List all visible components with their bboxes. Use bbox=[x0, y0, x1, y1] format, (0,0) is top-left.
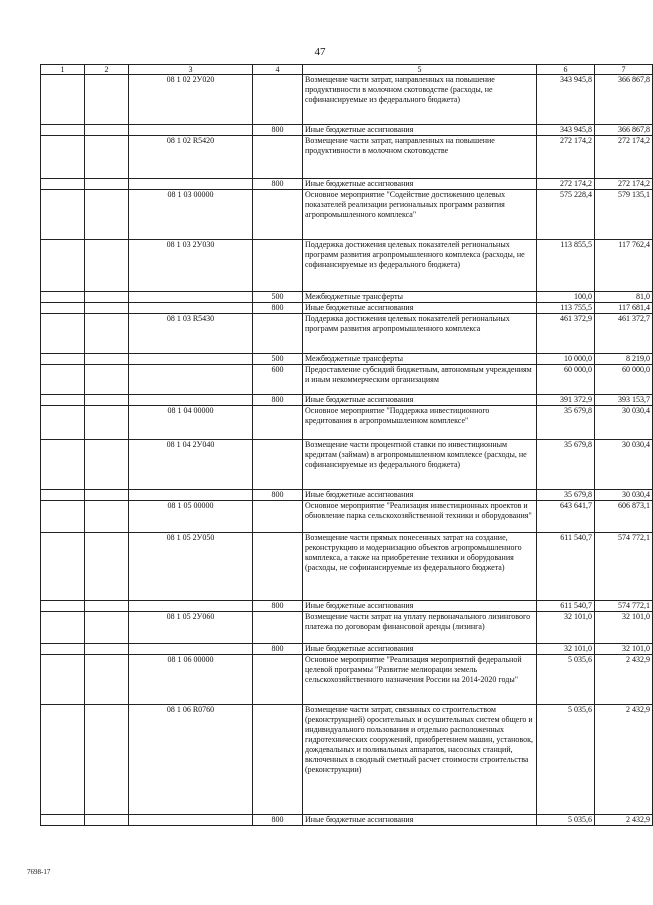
table-row bbox=[41, 136, 653, 179]
item-name-cell: Иные бюджетные ассигнования bbox=[303, 601, 537, 612]
amount-year2-cell: 2 432,9 bbox=[595, 815, 653, 826]
table-row bbox=[41, 179, 653, 190]
amount-year2-cell: 32 101,0 bbox=[595, 612, 653, 644]
empty-cell bbox=[85, 365, 129, 395]
table-row bbox=[41, 440, 653, 490]
amount-year1-cell: 611 540,7 bbox=[537, 601, 595, 612]
expense-type-cell bbox=[253, 705, 303, 815]
amount-year2-cell: 393 153,7 bbox=[595, 395, 653, 406]
header-cell: 3 bbox=[129, 65, 253, 75]
amount-year1-cell: 100,0 bbox=[537, 292, 595, 303]
budget-code-cell: 08 1 05 2У060 bbox=[129, 612, 253, 644]
empty-cell bbox=[41, 644, 85, 655]
empty-cell bbox=[85, 533, 129, 601]
budget-code-cell bbox=[129, 815, 253, 826]
amount-year1-cell: 5 035,6 bbox=[537, 705, 595, 815]
table-row bbox=[41, 125, 653, 136]
empty-cell bbox=[85, 240, 129, 292]
amount-year1-cell: 35 679,8 bbox=[537, 490, 595, 501]
table-row bbox=[41, 655, 653, 705]
table-row bbox=[41, 501, 653, 533]
empty-cell bbox=[41, 815, 85, 826]
header-cell: 4 bbox=[253, 65, 303, 75]
empty-cell bbox=[85, 354, 129, 365]
item-name-cell: Возмещение части прямых понесенных затрат на создание, реконструкцию и модернизацию объектов агропромышленного комплекса, а также на приобретение техники и оборудования (расходы, не софинансируемые из федерального бюджета) bbox=[303, 533, 537, 601]
empty-cell bbox=[41, 612, 85, 644]
budget-code-cell bbox=[129, 125, 253, 136]
header-cell: 6 bbox=[537, 65, 595, 75]
empty-cell bbox=[41, 179, 85, 190]
empty-cell bbox=[41, 501, 85, 533]
empty-cell bbox=[41, 314, 85, 354]
empty-cell bbox=[85, 655, 129, 705]
empty-cell bbox=[41, 533, 85, 601]
table-row bbox=[41, 354, 653, 365]
amount-year2-cell: 30 030,4 bbox=[595, 440, 653, 490]
budget-code-cell: 08 1 03 00000 bbox=[129, 190, 253, 240]
expense-type-cell bbox=[253, 190, 303, 240]
empty-cell bbox=[41, 75, 85, 125]
table-row bbox=[41, 612, 653, 644]
amount-year2-cell: 574 772,1 bbox=[595, 533, 653, 601]
expense-type-cell bbox=[253, 75, 303, 125]
amount-year2-cell: 30 030,4 bbox=[595, 490, 653, 501]
item-name-cell: Иные бюджетные ассигнования bbox=[303, 490, 537, 501]
empty-cell bbox=[41, 354, 85, 365]
item-name-cell: Иные бюджетные ассигнования bbox=[303, 125, 537, 136]
empty-cell bbox=[85, 179, 129, 190]
amount-year1-cell: 35 679,8 bbox=[537, 440, 595, 490]
amount-year2-cell: 574 772,1 bbox=[595, 601, 653, 612]
expense-type-cell bbox=[253, 612, 303, 644]
amount-year2-cell: 8 219,0 bbox=[595, 354, 653, 365]
budget-code-cell: 08 1 04 00000 bbox=[129, 406, 253, 440]
empty-cell bbox=[41, 136, 85, 179]
amount-year2-cell: 366 867,8 bbox=[595, 75, 653, 125]
header-cell: 1 bbox=[41, 65, 85, 75]
empty-cell bbox=[85, 395, 129, 406]
table-row bbox=[41, 292, 653, 303]
amount-year2-cell: 272 174,2 bbox=[595, 136, 653, 179]
empty-cell bbox=[41, 655, 85, 705]
header-cell: 2 bbox=[85, 65, 129, 75]
table-row bbox=[41, 303, 653, 314]
empty-cell bbox=[85, 190, 129, 240]
item-name-cell: Иные бюджетные ассигнования bbox=[303, 644, 537, 655]
item-name-cell: Иные бюджетные ассигнования bbox=[303, 303, 537, 314]
empty-cell bbox=[85, 75, 129, 125]
empty-cell bbox=[41, 303, 85, 314]
table-row bbox=[41, 533, 653, 601]
expense-type-cell: 800 bbox=[253, 490, 303, 501]
footer-document-code: 7698-17 bbox=[27, 868, 51, 876]
amount-year1-cell: 461 372,9 bbox=[537, 314, 595, 354]
item-name-cell: Возмещение части затрат, направленных на повышение продуктивности в молочном скотоводстве (расходы, не софинансируемые из федерального бюджета) bbox=[303, 75, 537, 125]
budget-code-cell: 08 1 05 2У050 bbox=[129, 533, 253, 601]
amount-year1-cell: 643 641,7 bbox=[537, 501, 595, 533]
empty-cell bbox=[85, 815, 129, 826]
amount-year2-cell: 32 101,0 bbox=[595, 644, 653, 655]
expense-type-cell bbox=[253, 440, 303, 490]
item-name-cell: Основное мероприятие "Содействие достижению целевых показателей реализации региональных программ развития агропромышленного комплекса" bbox=[303, 190, 537, 240]
budget-code-cell bbox=[129, 354, 253, 365]
amount-year1-cell: 10 000,0 bbox=[537, 354, 595, 365]
empty-cell bbox=[85, 644, 129, 655]
empty-cell bbox=[41, 490, 85, 501]
empty-cell bbox=[85, 136, 129, 179]
item-name-cell: Возмещение части затрат, направленных на повышение продуктивности в молочном скотоводстве bbox=[303, 136, 537, 179]
budget-code-cell: 08 1 02 2У020 bbox=[129, 75, 253, 125]
item-name-cell: Основное мероприятие "Реализация инвестиционных проектов и обновление парка сельскохозяйственной техники и оборудования" bbox=[303, 501, 537, 533]
amount-year1-cell: 343 945,8 bbox=[537, 75, 595, 125]
expense-type-cell: 800 bbox=[253, 815, 303, 826]
expense-type-cell bbox=[253, 240, 303, 292]
empty-cell bbox=[85, 314, 129, 354]
amount-year1-cell: 60 000,0 bbox=[537, 365, 595, 395]
table-row bbox=[41, 190, 653, 240]
item-name-cell: Возмещение части затрат на уплату первоначального лизингового платежа по договорам финансовой аренды (лизинга) bbox=[303, 612, 537, 644]
amount-year2-cell: 117 762,4 bbox=[595, 240, 653, 292]
table-row bbox=[41, 815, 653, 826]
amount-year2-cell: 366 867,8 bbox=[595, 125, 653, 136]
expense-type-cell: 800 bbox=[253, 601, 303, 612]
amount-year2-cell: 2 432,9 bbox=[595, 705, 653, 815]
amount-year1-cell: 113 755,5 bbox=[537, 303, 595, 314]
amount-year2-cell: 579 135,1 bbox=[595, 190, 653, 240]
amount-year1-cell: 272 174,2 bbox=[537, 136, 595, 179]
budget-code-cell: 08 1 03 2У030 bbox=[129, 240, 253, 292]
item-name-cell: Основное мероприятие "Поддержка инвестиционного кредитования в агропромышленном комплексе" bbox=[303, 406, 537, 440]
budget-code-cell bbox=[129, 179, 253, 190]
empty-cell bbox=[41, 406, 85, 440]
empty-cell bbox=[85, 705, 129, 815]
empty-cell bbox=[41, 190, 85, 240]
table-row bbox=[41, 240, 653, 292]
item-name-cell: Иные бюджетные ассигнования bbox=[303, 815, 537, 826]
empty-cell bbox=[41, 440, 85, 490]
empty-cell bbox=[85, 292, 129, 303]
amount-year1-cell: 32 101,0 bbox=[537, 612, 595, 644]
table-row bbox=[41, 75, 653, 125]
expense-type-cell: 800 bbox=[253, 395, 303, 406]
item-name-cell: Иные бюджетные ассигнования bbox=[303, 395, 537, 406]
budget-code-cell: 08 1 05 00000 bbox=[129, 501, 253, 533]
header-cell: 5 bbox=[303, 65, 537, 75]
expense-type-cell: 800 bbox=[253, 303, 303, 314]
empty-cell bbox=[85, 406, 129, 440]
empty-cell bbox=[41, 240, 85, 292]
empty-cell bbox=[41, 705, 85, 815]
amount-year2-cell: 606 873,1 bbox=[595, 501, 653, 533]
item-name-cell: Межбюджетные трансферты bbox=[303, 354, 537, 365]
table-row bbox=[41, 395, 653, 406]
budget-code-cell bbox=[129, 365, 253, 395]
table-row bbox=[41, 406, 653, 440]
expense-type-cell bbox=[253, 501, 303, 533]
empty-cell bbox=[41, 125, 85, 136]
table-row bbox=[41, 705, 653, 815]
amount-year1-cell: 343 945,8 bbox=[537, 125, 595, 136]
empty-cell bbox=[85, 490, 129, 501]
empty-cell bbox=[85, 601, 129, 612]
empty-cell bbox=[41, 365, 85, 395]
table-row bbox=[41, 601, 653, 612]
item-name-cell: Возмещение части процентной ставки по инвестиционным кредитам (займам) в агропромышленном комплексе (расходы, не софинансируемые из федерального бюджета) bbox=[303, 440, 537, 490]
expense-type-cell bbox=[253, 655, 303, 705]
expense-type-cell bbox=[253, 136, 303, 179]
amount-year1-cell: 575 228,4 bbox=[537, 190, 595, 240]
amount-year2-cell: 81,0 bbox=[595, 292, 653, 303]
budget-code-cell: 08 1 04 2У040 bbox=[129, 440, 253, 490]
item-name-cell: Иные бюджетные ассигнования bbox=[303, 179, 537, 190]
amount-year1-cell: 113 855,5 bbox=[537, 240, 595, 292]
expense-type-cell: 500 bbox=[253, 354, 303, 365]
table-row bbox=[41, 314, 653, 354]
item-name-cell: Межбюджетные трансферты bbox=[303, 292, 537, 303]
budget-code-cell bbox=[129, 395, 253, 406]
expense-type-cell bbox=[253, 314, 303, 354]
amount-year2-cell: 461 372,7 bbox=[595, 314, 653, 354]
empty-cell bbox=[85, 125, 129, 136]
budget-code-cell: 08 1 02 R5420 bbox=[129, 136, 253, 179]
expense-type-cell: 600 bbox=[253, 365, 303, 395]
budget-code-cell bbox=[129, 490, 253, 501]
budget-code-cell bbox=[129, 292, 253, 303]
table-header-row bbox=[41, 65, 653, 75]
amount-year1-cell: 391 372,9 bbox=[537, 395, 595, 406]
empty-cell bbox=[85, 440, 129, 490]
table-row bbox=[41, 644, 653, 655]
amount-year1-cell: 272 174,2 bbox=[537, 179, 595, 190]
amount-year2-cell: 60 000,0 bbox=[595, 365, 653, 395]
table-row bbox=[41, 490, 653, 501]
amount-year1-cell: 5 035,6 bbox=[537, 655, 595, 705]
amount-year2-cell: 272 174,2 bbox=[595, 179, 653, 190]
item-name-cell: Поддержка достижения целевых показателей региональных программ развития агропромышленного комплекса bbox=[303, 314, 537, 354]
amount-year2-cell: 30 030,4 bbox=[595, 406, 653, 440]
table-row bbox=[41, 365, 653, 395]
empty-cell bbox=[85, 612, 129, 644]
budget-code-cell bbox=[129, 303, 253, 314]
amount-year1-cell: 611 540,7 bbox=[537, 533, 595, 601]
item-name-cell: Основное мероприятие "Реализация мероприятий федеральной целевой программы "Развитие мелиорации земель сельскохозяйственного назначения России на 2014-2020 годы" bbox=[303, 655, 537, 705]
expense-type-cell bbox=[253, 406, 303, 440]
amount-year1-cell: 32 101,0 bbox=[537, 644, 595, 655]
budget-code-cell: 08 1 06 00000 bbox=[129, 655, 253, 705]
expense-type-cell bbox=[253, 533, 303, 601]
empty-cell bbox=[41, 601, 85, 612]
item-name-cell: Предоставление субсидий бюджетным, автономным учреждениям и иным некоммерческим организациям bbox=[303, 365, 537, 395]
budget-table bbox=[40, 64, 653, 826]
expense-type-cell: 800 bbox=[253, 125, 303, 136]
amount-year1-cell: 5 035,6 bbox=[537, 815, 595, 826]
empty-cell bbox=[41, 395, 85, 406]
budget-code-cell: 08 1 03 R5430 bbox=[129, 314, 253, 354]
empty-cell bbox=[41, 292, 85, 303]
expense-type-cell: 800 bbox=[253, 179, 303, 190]
expense-type-cell: 800 bbox=[253, 644, 303, 655]
header-cell: 7 bbox=[595, 65, 653, 75]
empty-cell bbox=[85, 303, 129, 314]
item-name-cell: Поддержка достижения целевых показателей региональных программ развития агропромышленного комплекса (расходы, не софинансируемые из федерального бюджета) bbox=[303, 240, 537, 292]
page-number: 47 bbox=[314, 46, 326, 58]
empty-cell bbox=[85, 501, 129, 533]
budget-code-cell bbox=[129, 644, 253, 655]
budget-code-cell bbox=[129, 601, 253, 612]
amount-year2-cell: 2 432,9 bbox=[595, 655, 653, 705]
budget-code-cell: 08 1 06 R0760 bbox=[129, 705, 253, 815]
item-name-cell: Возмещение части затрат, связанных со строительством (реконструкцией) оросительных и осушительных систем общего и индивидуального пользования и отдельно расположенных гидротехнических сооружений, приобретением машин, установок, дождевальных и поливальных аппаратов, насосных станций, включенных в сводный сметный расчет стоимости строительства (реконструкции) bbox=[303, 705, 537, 815]
amount-year1-cell: 35 679,8 bbox=[537, 406, 595, 440]
amount-year2-cell: 117 681,4 bbox=[595, 303, 653, 314]
expense-type-cell: 500 bbox=[253, 292, 303, 303]
